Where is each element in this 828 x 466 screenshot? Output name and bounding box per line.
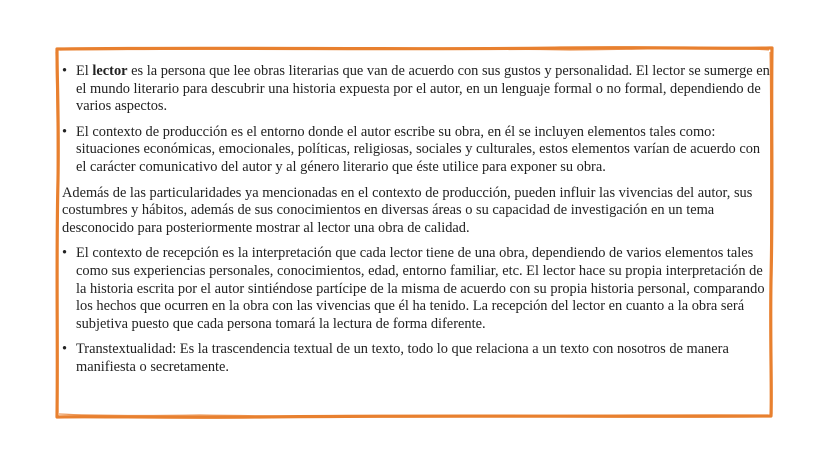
bullet-lector-post: es la persona que lee obras literarias que van de acuerdo con sus gustos y personalidad. El lector se sumerge en el mundo literario para descubrir una historia expuesta por el autor, en un lenguaje formal o no formal, dependiendo de varios aspectos. <box>76 63 770 115</box>
bullet-contexto-recepcion <box>62 245 774 333</box>
bullet-dot: • <box>62 341 68 358</box>
bullet-contexto-produccion-text: El contexto de producción es el entorno donde el autor escribe su obra, en él se incluyen elementos tales como: situaciones económicas, emocionales, políticas, religiosas, sociales y culturales, estos elementos varían de acuerdo con el carácter comunicativo del autor y al género literario que éste utilice para exponer su obra. <box>76 123 761 175</box>
bullet-lector-pre: El <box>76 63 93 79</box>
bullet-dot: • <box>62 123 68 140</box>
bullet-dot: • <box>62 245 68 262</box>
bullet-contexto-recepcion-text: El contexto de recepción es la interpretación que cada lector tiene de una obra, dependiendo de varios elementos tales como sus experiencias personales, conocimientos, edad, entorno familiar, etc. El lector hace su propia interpretación de la historia escrita por el autor sintiéndose partícipe de la misma de acuerdo con su propia historia personal, comparando los hechos que ocurren en la obra con las vivencias que él ha tenido. La recepción del lector en cuanto a la obra será subjetiva puesto que cada persona tomará la lectura de forma diferente. <box>76 245 765 332</box>
text-content <box>62 63 774 385</box>
term-lector: lector <box>92 63 128 79</box>
bullet-lector <box>62 63 774 116</box>
bullet-transtextualidad <box>62 341 774 376</box>
paragraph-particularidades: Además de las particularidades ya mencionadas en el contexto de producción, pueden influir las vivencias del autor, sus costumbres y hábitos, además de sus conocimientos en diversas áreas o su capacidad de investigación en un tema desconocido para posteriormente mostrar al lector una obra de calidad. <box>62 184 753 236</box>
bullet-dot: • <box>62 63 68 79</box>
bullet-transtextualidad-text: Transtextualidad: Es la trascendencia textual de un texto, todo lo que relaciona a un texto con nosotros de manera manifiesta o secretamente. <box>76 341 729 375</box>
bullet-contexto-produccion <box>62 124 774 177</box>
